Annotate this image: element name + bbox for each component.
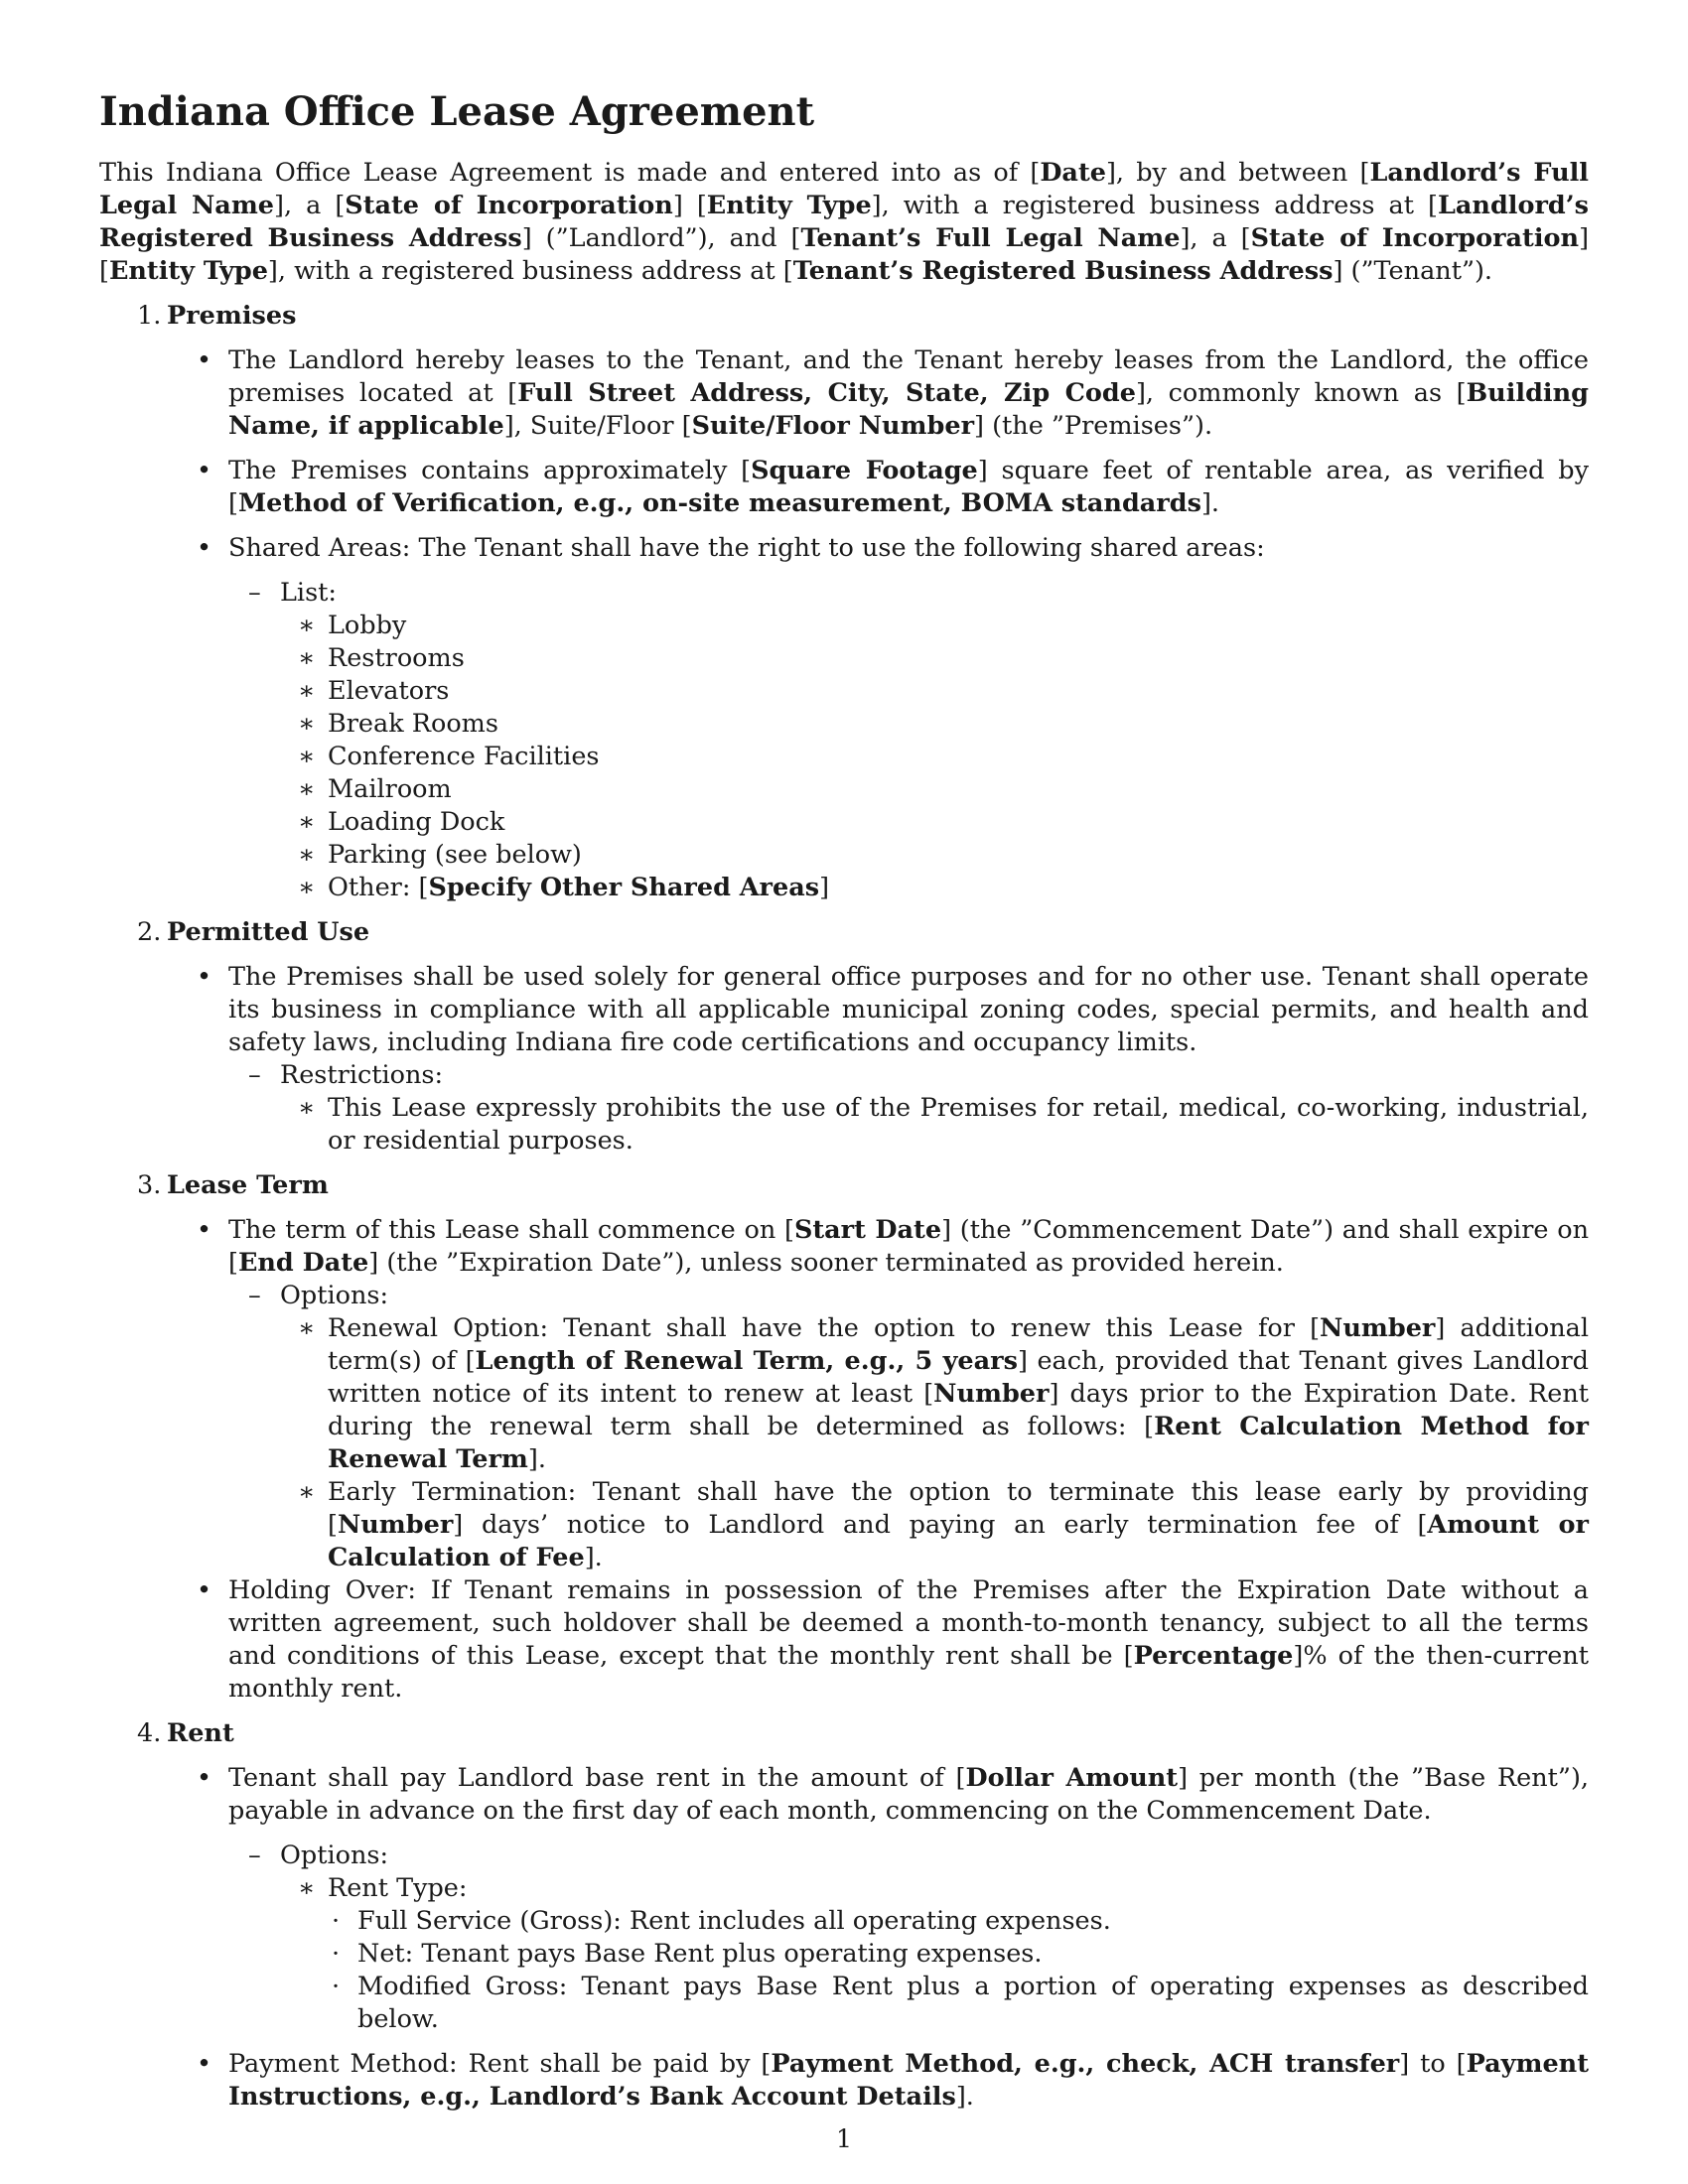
text: The Landlord hereby leases to the Tenant, and the Tenant hereby leases from the Landlord, the office premises located at [ xyxy=(228,345,1589,408)
shared-area: Parking (see below) xyxy=(328,840,582,870)
placeholder-payment-instructions: Payment Instructions, e.g., Landlord’s Bank Account Details xyxy=(228,2049,1589,2112)
star-marker: ∗ xyxy=(298,1093,316,1123)
list-item xyxy=(328,1971,1589,2036)
list-item xyxy=(280,1312,1589,1476)
star-marker: ∗ xyxy=(298,840,316,870)
rent-type: Full Service (Gross): Rent includes all operating expenses. xyxy=(357,1906,1111,1936)
placeholder-tenant-address: Tenant’s Registered Business Address xyxy=(792,256,1334,286)
section-permitted-use xyxy=(99,916,1589,1158)
placeholder-rent-calculation: Rent Calculation Method for Renewal Term xyxy=(328,1412,1589,1474)
star-list xyxy=(280,1092,1589,1158)
star-marker: ∗ xyxy=(298,774,316,804)
section-premises xyxy=(99,300,1589,904)
bullet-marker: • xyxy=(197,456,212,485)
section-number: 1. xyxy=(137,301,162,331)
placeholder-percentage: Percentage xyxy=(1133,1641,1294,1671)
bullet-list xyxy=(99,344,1589,904)
bullet-marker: • xyxy=(197,1215,212,1245)
placeholder-renewal-length: Length of Renewal Term, e.g., 5 years xyxy=(475,1346,1018,1376)
restriction-text: This Lease expressly prohibits the use of the Premises for retail, medical, co-working, industrial, or residential purposes. xyxy=(328,1093,1589,1156)
star-marker: ∗ xyxy=(298,709,316,739)
star-list xyxy=(280,1312,1589,1574)
placeholder-suite: Suite/Floor Number xyxy=(691,411,975,441)
shared-areas-text: Shared Areas: The Tenant shall have the right to use the following shared areas: xyxy=(228,533,1265,563)
star-marker: ∗ xyxy=(298,611,316,640)
star-marker: ∗ xyxy=(298,742,316,771)
placeholder-landlord-name: Landlord’s Full Legal Name xyxy=(99,158,1589,220)
section-title: Lease Term xyxy=(167,1170,329,1200)
placeholder-square-footage: Square Footage xyxy=(751,456,978,485)
text: ]% of the then-current monthly rent. xyxy=(228,1641,1589,1704)
section-title: Premises xyxy=(167,301,297,331)
placeholder-payment-method: Payment Method, e.g., check, ACH transfer xyxy=(771,2049,1400,2079)
bullet-marker: • xyxy=(197,345,212,375)
options-label: Options: xyxy=(280,1281,389,1310)
text: ]. xyxy=(955,2082,974,2112)
dash-list xyxy=(228,1059,1589,1158)
star-marker: ∗ xyxy=(298,676,316,706)
placeholder-tenant-entity: Entity Type xyxy=(108,256,268,286)
bullet-item xyxy=(99,1214,1589,1574)
placeholder-number: Number xyxy=(337,1510,454,1540)
intro-text: ] (”Landlord”), and [ xyxy=(521,223,801,253)
shared-area: Lobby xyxy=(328,611,407,640)
dash-item xyxy=(228,1840,1589,2036)
rent-type: Net: Tenant pays Base Rent plus operating expenses. xyxy=(357,1939,1043,1969)
text: Other: [ xyxy=(328,873,429,902)
section-lease-term xyxy=(99,1169,1589,1706)
page-number: 1 xyxy=(835,2124,853,2154)
dash-marker: – xyxy=(248,1281,261,1310)
list-item xyxy=(280,708,1589,741)
section-rent xyxy=(99,1717,1589,2114)
list-item xyxy=(328,1905,1589,1938)
text: ]. xyxy=(527,1444,546,1474)
text: ] additional term(s) of [ xyxy=(328,1313,1589,1376)
placeholder-tenant-state: State of Incorporation xyxy=(1250,223,1580,253)
list-item xyxy=(280,872,1589,904)
bullet-list xyxy=(99,961,1589,1158)
list-item xyxy=(280,1476,1589,1574)
shared-area: Elevators xyxy=(328,676,450,706)
list-item xyxy=(280,1872,1589,2036)
placeholder-fee: Amount or Calculation of Fee xyxy=(328,1510,1589,1572)
bullet-item xyxy=(99,532,1589,904)
placeholder-date: Date xyxy=(1040,158,1106,188)
text: ] each, provided that Tenant gives Landlord written notice of its intent to renew at least [ xyxy=(328,1346,1589,1409)
placeholder-landlord-address: Landlord’s Registered Business Address xyxy=(99,191,1589,253)
text: ] days prior to the Expiration Date. Rent during the renewal term shall be determined as follows: [ xyxy=(328,1379,1589,1441)
document-page xyxy=(99,87,1589,2125)
section-list xyxy=(99,300,1589,2114)
intro-text: ] (”Tenant”). xyxy=(1333,256,1493,286)
shared-area: Loading Dock xyxy=(328,807,505,837)
bullet-item xyxy=(99,455,1589,520)
list-item xyxy=(280,642,1589,675)
text: Tenant shall pay Landlord base rent in the amount of [ xyxy=(228,1763,966,1793)
document-title: Indiana Office Lease Agreement xyxy=(99,88,815,135)
text: ] (the ”Premises”). xyxy=(974,411,1213,441)
section-number: 4. xyxy=(137,1718,162,1748)
mid-marker: · xyxy=(332,1906,341,1936)
permitted-use-text: The Premises shall be used solely for general office purposes and for no other use. Tenant shall operate its business in compliance with all applicable municipal zoning codes, special permits, and health and safety laws, including Indiana fire code certifications and occupancy limits. xyxy=(228,962,1589,1057)
list-item xyxy=(328,1938,1589,1971)
section-heading xyxy=(99,300,1589,333)
bullet-marker: • xyxy=(197,962,212,992)
section-heading xyxy=(99,916,1589,949)
options-label: Options: xyxy=(280,1841,389,1870)
shared-areas-list xyxy=(280,610,1589,904)
text: ] xyxy=(819,873,830,902)
bullet-item xyxy=(99,2048,1589,2114)
placeholder-building-name: Building Name, if applicable xyxy=(228,378,1589,441)
placeholder-dollar-amount: Dollar Amount xyxy=(965,1763,1179,1793)
text: ], Suite/Floor [ xyxy=(503,411,692,441)
shared-area: Conference Facilities xyxy=(328,742,600,771)
placeholder-number: Number xyxy=(933,1379,1050,1409)
mid-marker: · xyxy=(332,1972,341,2001)
bullet-marker: • xyxy=(197,533,212,563)
star-marker: ∗ xyxy=(298,873,316,902)
intro-paragraph xyxy=(99,157,1589,288)
text: Holding Over: If Tenant remains in possession of the Premises after the Expiration Date without a written agreement, such holdover shall be deemed a month-to-month tenancy, subject to all the terms and conditions of this Lease, except that the monthly rent shall be [ xyxy=(228,1575,1589,1671)
shared-area: Restrooms xyxy=(328,643,465,673)
mid-marker: · xyxy=(332,1939,341,1969)
placeholder-number: Number xyxy=(1320,1313,1436,1343)
intro-text: ], a [ xyxy=(274,191,346,220)
placeholder-landlord-entity: Entity Type xyxy=(706,191,872,220)
rent-type-label: Rent Type: xyxy=(328,1873,468,1903)
list-item xyxy=(280,839,1589,872)
intro-text: ], a [ xyxy=(1180,223,1251,253)
section-title: Permitted Use xyxy=(167,917,370,947)
star-marker: ∗ xyxy=(298,807,316,837)
shared-area: Break Rooms xyxy=(328,709,498,739)
dash-item xyxy=(228,577,1589,904)
bullet-marker: • xyxy=(197,1763,212,1793)
text: ]. xyxy=(584,1543,603,1572)
text: ] square feet of rentable area, as verified by [ xyxy=(228,456,1589,518)
intro-text: ], with a registered business address at [ xyxy=(267,256,793,286)
section-number: 2. xyxy=(137,917,162,947)
bullet-list xyxy=(99,1762,1589,2114)
placeholder-landlord-state: State of Incorporation xyxy=(345,191,673,220)
list-item xyxy=(280,675,1589,708)
dash-list xyxy=(228,1840,1589,2036)
text: Renewal Option: Tenant shall have the option to renew this Lease for [ xyxy=(328,1313,1321,1343)
list-item xyxy=(280,610,1589,642)
text: ] days’ notice to Landlord and paying an early termination fee of [ xyxy=(453,1510,1428,1540)
dash-list xyxy=(228,577,1589,904)
text: The Premises contains approximately [ xyxy=(228,456,752,485)
dash-item xyxy=(228,1280,1589,1574)
bullet-item xyxy=(99,961,1589,1158)
placeholder-other-areas: Specify Other Shared Areas xyxy=(428,873,820,902)
text: Early Termination: Tenant shall have the option to terminate this lease early by providing [ xyxy=(328,1477,1589,1540)
list-item xyxy=(280,741,1589,773)
placeholder-verification: Method of Verification, e.g., on-site measurement, BOMA standards xyxy=(237,488,1201,518)
intro-text: ] [ xyxy=(672,191,707,220)
bullet-marker: • xyxy=(197,1575,212,1605)
text: The term of this Lease shall commence on [ xyxy=(228,1215,794,1245)
section-number: 3. xyxy=(137,1170,162,1200)
star-marker: ∗ xyxy=(298,1477,316,1507)
text: ], commonly known as [ xyxy=(1135,378,1467,408)
bullet-item xyxy=(99,344,1589,443)
text: Payment Method: Rent shall be paid by [ xyxy=(228,2049,772,2079)
placeholder-address: Full Street Address, City, State, Zip Code xyxy=(517,378,1136,408)
restrictions-label: Restrictions: xyxy=(280,1060,444,1090)
list-item xyxy=(280,1092,1589,1158)
star-marker: ∗ xyxy=(298,1313,316,1343)
bullet-item xyxy=(99,1762,1589,2036)
shared-area: Mailroom xyxy=(328,774,452,804)
dash-item xyxy=(228,1059,1589,1158)
text: ] per month (the ”Base Rent”), payable in advance on the first day of each month, commencing on the Commencement Date. xyxy=(228,1763,1589,1826)
placeholder-end-date: End Date xyxy=(237,1248,369,1278)
bullet-marker: • xyxy=(197,2049,212,2079)
text: ] (the ”Expiration Date”), unless sooner terminated as provided herein. xyxy=(368,1248,1284,1278)
dash-list xyxy=(228,1280,1589,1574)
section-heading xyxy=(99,1169,1589,1202)
list-item xyxy=(280,773,1589,806)
star-marker: ∗ xyxy=(298,643,316,673)
text: ] (the ”Commencement Date”) and shall expire on [ xyxy=(228,1215,1590,1278)
star-list xyxy=(280,1872,1589,2036)
dash-marker: – xyxy=(248,578,261,608)
section-heading xyxy=(99,1717,1589,1750)
intro-text: This Indiana Office Lease Agreement is made and entered into as of [ xyxy=(99,158,1041,188)
dash-marker: – xyxy=(248,1841,261,1870)
text: ]. xyxy=(1200,488,1219,518)
bullet-list xyxy=(99,1214,1589,1706)
intro-text: ], with a registered business address at [ xyxy=(871,191,1438,220)
rent-type-list xyxy=(328,1905,1589,2036)
text: ] to [ xyxy=(1399,2049,1467,2079)
bullet-item xyxy=(99,1574,1589,1706)
intro-text: ] [ xyxy=(99,223,1590,286)
list-item xyxy=(280,806,1589,839)
list-label: List: xyxy=(280,578,338,608)
dash-marker: – xyxy=(248,1060,261,1090)
placeholder-start-date: Start Date xyxy=(793,1215,942,1245)
rent-type: Modified Gross: Tenant pays Base Rent plus a portion of operating expenses as described below. xyxy=(357,1972,1589,2034)
intro-text: ], by and between [ xyxy=(1105,158,1370,188)
star-marker: ∗ xyxy=(298,1873,316,1903)
section-title: Rent xyxy=(167,1718,234,1748)
placeholder-tenant-name: Tenant’s Full Legal Name xyxy=(800,223,1181,253)
